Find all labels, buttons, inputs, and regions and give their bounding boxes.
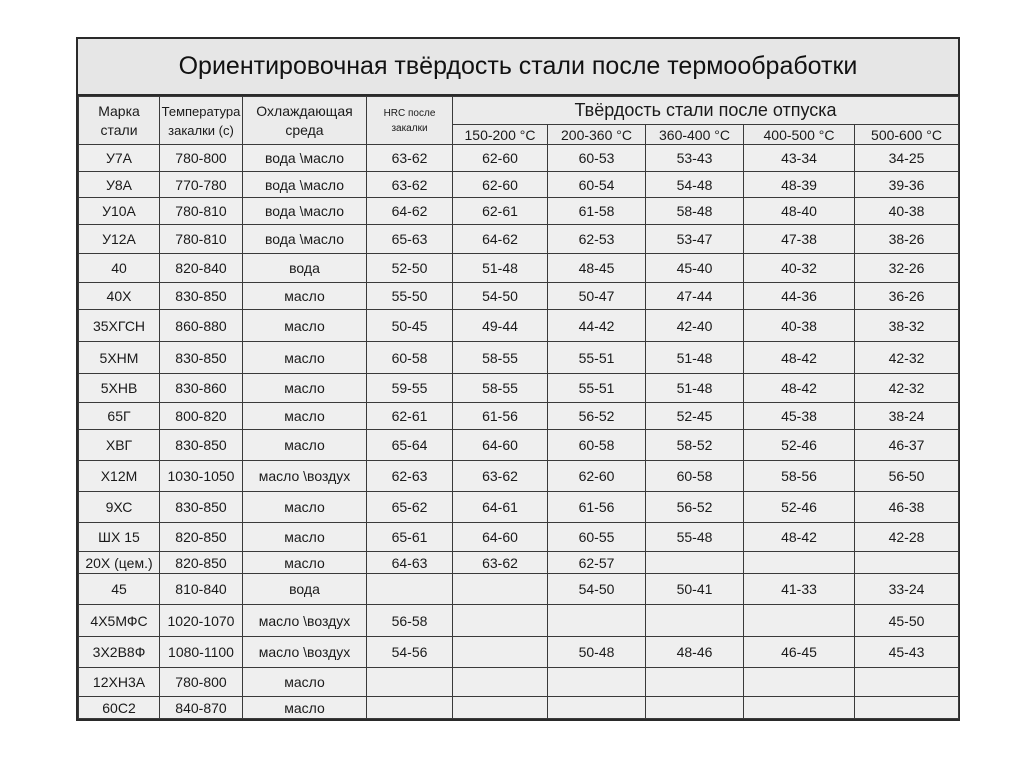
- table-row: [79, 552, 959, 574]
- tempered-hardness-cell: 61-56: [548, 492, 646, 523]
- hrc-cell: 65-62: [367, 492, 453, 523]
- tempered-hardness-cell: 50-48: [548, 637, 646, 668]
- header-grade: Марка стали: [79, 97, 160, 145]
- tempered-hardness-cell: 64-61: [453, 492, 548, 523]
- cooling-medium-cell: масло \воздух: [243, 461, 367, 492]
- cooling-medium-cell: масло \воздух: [243, 605, 367, 637]
- table-body: [79, 145, 959, 719]
- quench-temp-cell: 770-780: [160, 172, 243, 198]
- cooling-medium-cell: вода \масло: [243, 225, 367, 254]
- quench-temp-cell: 810-840: [160, 574, 243, 605]
- table-row: [79, 668, 959, 697]
- tempered-hardness-cell: [744, 552, 855, 574]
- quench-temp-cell: 800-820: [160, 403, 243, 430]
- tempered-hardness-cell: 32-26: [855, 254, 959, 283]
- tempered-hardness-cell: 48-40: [744, 198, 855, 225]
- tempered-hardness-cell: [453, 637, 548, 668]
- tempered-hardness-cell: 47-44: [646, 283, 744, 310]
- tempered-hardness-cell: 48-39: [744, 172, 855, 198]
- tempered-hardness-cell: 49-44: [453, 310, 548, 342]
- grade-cell: 9ХС: [79, 492, 160, 523]
- tempered-hardness-cell: [855, 552, 959, 574]
- hardness-table: [78, 96, 959, 719]
- hrc-cell: [367, 697, 453, 719]
- tempered-hardness-cell: [548, 605, 646, 637]
- tempered-hardness-cell: [744, 697, 855, 719]
- tempered-hardness-cell: 63-62: [453, 552, 548, 574]
- hrc-cell: 52-50: [367, 254, 453, 283]
- quench-temp-cell: 830-850: [160, 283, 243, 310]
- hrc-cell: 62-61: [367, 403, 453, 430]
- tempered-hardness-cell: [744, 668, 855, 697]
- header-range: 150-200 °С: [453, 125, 548, 145]
- tempered-hardness-cell: 51-48: [453, 254, 548, 283]
- tempered-hardness-cell: 62-53: [548, 225, 646, 254]
- tempered-hardness-cell: 45-43: [855, 637, 959, 668]
- tempered-hardness-cell: 54-50: [548, 574, 646, 605]
- tempered-hardness-cell: 39-36: [855, 172, 959, 198]
- tempered-hardness-cell: 58-52: [646, 430, 744, 461]
- quench-temp-cell: 780-810: [160, 225, 243, 254]
- hrc-cell: 63-62: [367, 145, 453, 172]
- tempered-hardness-cell: 60-58: [548, 430, 646, 461]
- quench-temp-cell: 780-800: [160, 668, 243, 697]
- tempered-hardness-cell: 42-28: [855, 523, 959, 552]
- tempered-hardness-cell: 61-58: [548, 198, 646, 225]
- tempered-hardness-cell: 51-48: [646, 374, 744, 403]
- hrc-cell: 65-63: [367, 225, 453, 254]
- grade-cell: 5ХНМ: [79, 342, 160, 374]
- table-row: [79, 461, 959, 492]
- cooling-medium-cell: масло: [243, 342, 367, 374]
- tempered-hardness-cell: 33-24: [855, 574, 959, 605]
- tempered-hardness-cell: 38-26: [855, 225, 959, 254]
- tempered-hardness-cell: 48-42: [744, 374, 855, 403]
- table-row: [79, 574, 959, 605]
- quench-temp-cell: 780-800: [160, 145, 243, 172]
- grade-cell: У7А: [79, 145, 160, 172]
- tempered-hardness-cell: 45-38: [744, 403, 855, 430]
- tempered-hardness-cell: 47-38: [744, 225, 855, 254]
- tempered-hardness-cell: 56-52: [548, 403, 646, 430]
- table-row: [79, 310, 959, 342]
- cooling-medium-cell: вода \масло: [243, 172, 367, 198]
- tempered-hardness-cell: [646, 668, 744, 697]
- grade-cell: 12ХН3А: [79, 668, 160, 697]
- hrc-cell: 54-56: [367, 637, 453, 668]
- quench-temp-cell: 820-850: [160, 552, 243, 574]
- tempered-hardness-cell: 58-55: [453, 342, 548, 374]
- hrc-cell: 56-58: [367, 605, 453, 637]
- tempered-hardness-cell: 53-47: [646, 225, 744, 254]
- hardness-sheet: [76, 37, 960, 721]
- tempered-hardness-cell: 55-51: [548, 342, 646, 374]
- tempered-hardness-cell: 48-42: [744, 523, 855, 552]
- quench-temp-cell: 1030-1050: [160, 461, 243, 492]
- tempered-hardness-cell: [453, 697, 548, 719]
- hrc-cell: 63-62: [367, 172, 453, 198]
- tempered-hardness-cell: 50-47: [548, 283, 646, 310]
- cooling-medium-cell: масло: [243, 697, 367, 719]
- tempered-hardness-cell: [453, 668, 548, 697]
- tempered-hardness-cell: 55-51: [548, 374, 646, 403]
- table-row: [79, 492, 959, 523]
- header-range: 400-500 °С: [744, 125, 855, 145]
- tempered-hardness-cell: 38-32: [855, 310, 959, 342]
- quench-temp-cell: 830-850: [160, 430, 243, 461]
- tempered-hardness-cell: 48-46: [646, 637, 744, 668]
- tempered-hardness-cell: 62-60: [453, 172, 548, 198]
- quench-temp-cell: 820-850: [160, 523, 243, 552]
- tempered-hardness-cell: 46-37: [855, 430, 959, 461]
- cooling-medium-cell: вода \масло: [243, 145, 367, 172]
- grade-cell: 60С2: [79, 697, 160, 719]
- tempered-hardness-cell: 45-50: [855, 605, 959, 637]
- tempered-hardness-cell: 42-32: [855, 342, 959, 374]
- quench-temp-cell: 780-810: [160, 198, 243, 225]
- tempered-hardness-cell: 54-50: [453, 283, 548, 310]
- tempered-hardness-cell: [744, 605, 855, 637]
- cooling-medium-cell: масло: [243, 430, 367, 461]
- tempered-hardness-cell: 52-45: [646, 403, 744, 430]
- tempered-hardness-cell: 61-56: [453, 403, 548, 430]
- grade-cell: ШХ 15: [79, 523, 160, 552]
- table-row: [79, 697, 959, 719]
- table-row: [79, 225, 959, 254]
- hrc-cell: 55-50: [367, 283, 453, 310]
- hrc-cell: 62-63: [367, 461, 453, 492]
- cooling-medium-cell: масло: [243, 310, 367, 342]
- table-row: [79, 374, 959, 403]
- header-quench-temp: Температура закалки (с): [160, 97, 243, 145]
- tempered-hardness-cell: 64-62: [453, 225, 548, 254]
- tempered-hardness-cell: 45-40: [646, 254, 744, 283]
- grade-cell: У8А: [79, 172, 160, 198]
- tempered-hardness-cell: 40-38: [744, 310, 855, 342]
- tempered-hardness-cell: [548, 668, 646, 697]
- tempered-hardness-cell: 52-46: [744, 430, 855, 461]
- tempered-hardness-cell: [646, 697, 744, 719]
- table-row: [79, 198, 959, 225]
- grade-cell: У10А: [79, 198, 160, 225]
- grade-cell: 4Х5МФС: [79, 605, 160, 637]
- tempered-hardness-cell: 62-60: [548, 461, 646, 492]
- tempered-hardness-cell: 46-38: [855, 492, 959, 523]
- tempered-hardness-cell: [646, 552, 744, 574]
- tempered-hardness-cell: 53-43: [646, 145, 744, 172]
- cooling-medium-cell: масло \воздух: [243, 637, 367, 668]
- table-row: [79, 605, 959, 637]
- quench-temp-cell: 1020-1070: [160, 605, 243, 637]
- hrc-cell: 50-45: [367, 310, 453, 342]
- grade-cell: У12А: [79, 225, 160, 254]
- tempered-hardness-cell: 58-55: [453, 374, 548, 403]
- cooling-medium-cell: масло: [243, 492, 367, 523]
- grade-cell: 45: [79, 574, 160, 605]
- tempered-hardness-cell: 46-45: [744, 637, 855, 668]
- tempered-hardness-cell: [646, 605, 744, 637]
- header-range: 200-360 °С: [548, 125, 646, 145]
- tempered-hardness-cell: 43-34: [744, 145, 855, 172]
- quench-temp-cell: 830-850: [160, 492, 243, 523]
- header-range: 500-600 °С: [855, 125, 959, 145]
- tempered-hardness-cell: 42-32: [855, 374, 959, 403]
- table-row: [79, 145, 959, 172]
- tempered-hardness-cell: 64-60: [453, 430, 548, 461]
- cooling-medium-cell: масло: [243, 403, 367, 430]
- table-row: [79, 283, 959, 310]
- grade-cell: 3Х2В8Ф: [79, 637, 160, 668]
- tempered-hardness-cell: 60-55: [548, 523, 646, 552]
- tempered-hardness-cell: 58-56: [744, 461, 855, 492]
- tempered-hardness-cell: 60-58: [646, 461, 744, 492]
- tempered-hardness-cell: 56-50: [855, 461, 959, 492]
- tempered-hardness-cell: 41-33: [744, 574, 855, 605]
- table-row: [79, 403, 959, 430]
- table-row: [79, 342, 959, 374]
- hrc-cell: 60-58: [367, 342, 453, 374]
- cooling-medium-cell: вода \масло: [243, 198, 367, 225]
- tempered-hardness-cell: 56-52: [646, 492, 744, 523]
- hrc-cell: 59-55: [367, 374, 453, 403]
- tempered-hardness-cell: 40-38: [855, 198, 959, 225]
- tempered-hardness-cell: 51-48: [646, 342, 744, 374]
- hrc-cell: [367, 574, 453, 605]
- table-row: [79, 523, 959, 552]
- hrc-cell: 65-64: [367, 430, 453, 461]
- cooling-medium-cell: вода: [243, 574, 367, 605]
- grade-cell: 65Г: [79, 403, 160, 430]
- tempered-hardness-cell: [855, 697, 959, 719]
- tempered-hardness-cell: 62-60: [453, 145, 548, 172]
- table-row: [79, 637, 959, 668]
- tempered-hardness-cell: 48-45: [548, 254, 646, 283]
- tempered-hardness-cell: 48-42: [744, 342, 855, 374]
- tempered-hardness-cell: 38-24: [855, 403, 959, 430]
- tempered-hardness-cell: 54-48: [646, 172, 744, 198]
- grade-cell: 35ХГСН: [79, 310, 160, 342]
- tempered-hardness-cell: [855, 668, 959, 697]
- hrc-cell: 65-61: [367, 523, 453, 552]
- header-cooling-medium: Охлаждающая среда: [243, 97, 367, 145]
- tempered-hardness-cell: 34-25: [855, 145, 959, 172]
- tempered-hardness-cell: 44-42: [548, 310, 646, 342]
- table-row: [79, 430, 959, 461]
- header-range: 360-400 °С: [646, 125, 744, 145]
- grade-cell: 40Х: [79, 283, 160, 310]
- tempered-hardness-cell: 55-48: [646, 523, 744, 552]
- tempered-hardness-cell: [453, 605, 548, 637]
- quench-temp-cell: 820-840: [160, 254, 243, 283]
- table-row: [79, 172, 959, 198]
- tempered-hardness-cell: 62-57: [548, 552, 646, 574]
- grade-cell: 20Х (цем.): [79, 552, 160, 574]
- tempered-hardness-cell: 44-36: [744, 283, 855, 310]
- hrc-cell: 64-63: [367, 552, 453, 574]
- tempered-hardness-cell: 42-40: [646, 310, 744, 342]
- cooling-medium-cell: масло: [243, 523, 367, 552]
- cooling-medium-cell: масло: [243, 668, 367, 697]
- cooling-medium-cell: масло: [243, 374, 367, 403]
- quench-temp-cell: 830-860: [160, 374, 243, 403]
- tempered-hardness-cell: 60-53: [548, 145, 646, 172]
- cooling-medium-cell: масло: [243, 552, 367, 574]
- table-header: [79, 97, 959, 145]
- tempered-hardness-cell: 58-48: [646, 198, 744, 225]
- hrc-cell: 64-62: [367, 198, 453, 225]
- quench-temp-cell: 860-880: [160, 310, 243, 342]
- tempered-hardness-cell: 50-41: [646, 574, 744, 605]
- quench-temp-cell: 840-870: [160, 697, 243, 719]
- tempered-hardness-cell: 64-60: [453, 523, 548, 552]
- header-tempering-group: Твёрдость стали после отпуска: [453, 97, 959, 125]
- tempered-hardness-cell: [548, 697, 646, 719]
- grade-cell: ХВГ: [79, 430, 160, 461]
- tempered-hardness-cell: [453, 574, 548, 605]
- tempered-hardness-cell: 63-62: [453, 461, 548, 492]
- tempered-hardness-cell: 62-61: [453, 198, 548, 225]
- page-title: Ориентировочная твёрдость стали после термообработки: [78, 39, 958, 96]
- hrc-cell: [367, 668, 453, 697]
- cooling-medium-cell: масло: [243, 283, 367, 310]
- table-row: [79, 254, 959, 283]
- grade-cell: 40: [79, 254, 160, 283]
- tempered-hardness-cell: 40-32: [744, 254, 855, 283]
- tempered-hardness-cell: 52-46: [744, 492, 855, 523]
- quench-temp-cell: 1080-1100: [160, 637, 243, 668]
- header-hrc: HRC после закалки: [367, 97, 453, 145]
- cooling-medium-cell: вода: [243, 254, 367, 283]
- tempered-hardness-cell: 60-54: [548, 172, 646, 198]
- grade-cell: 5ХНВ: [79, 374, 160, 403]
- quench-temp-cell: 830-850: [160, 342, 243, 374]
- grade-cell: Х12М: [79, 461, 160, 492]
- tempered-hardness-cell: 36-26: [855, 283, 959, 310]
